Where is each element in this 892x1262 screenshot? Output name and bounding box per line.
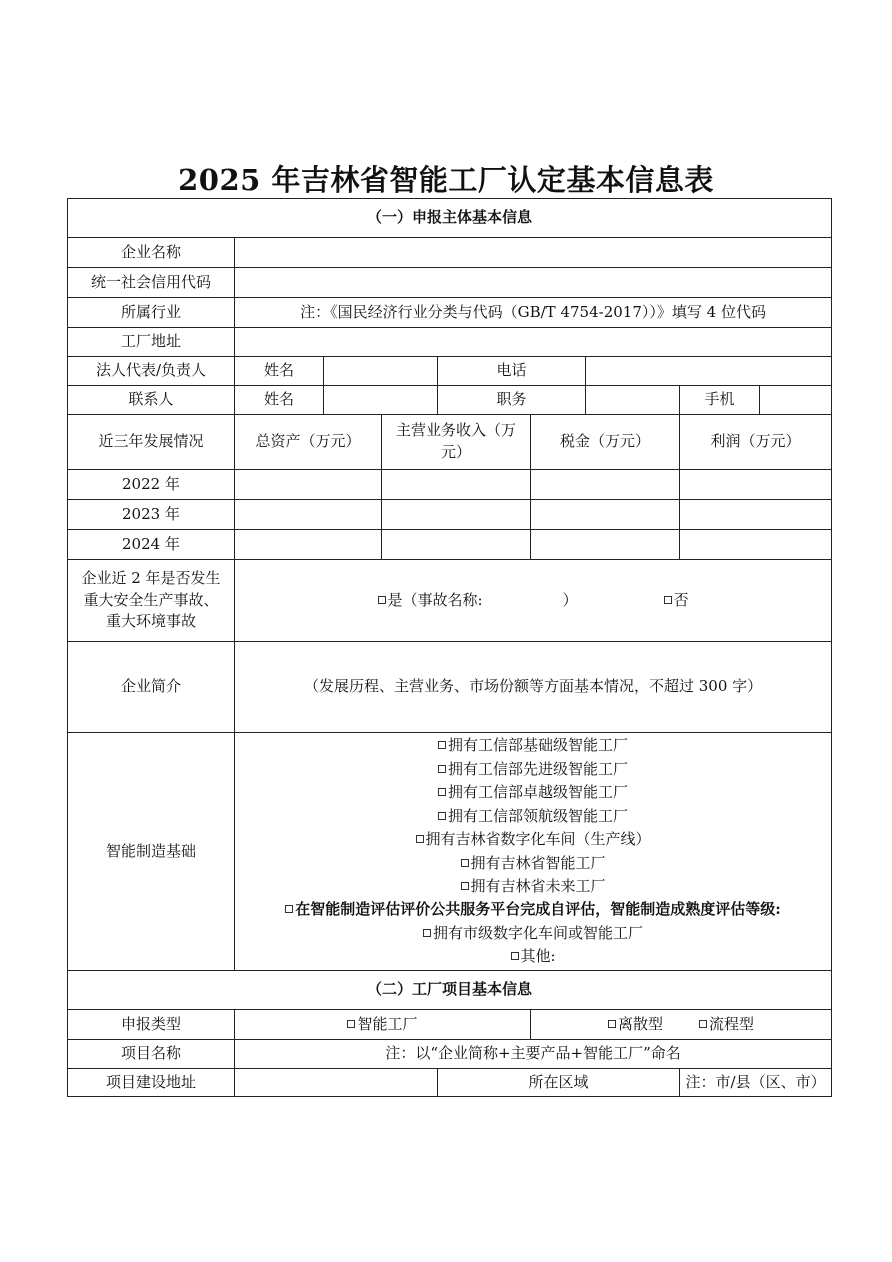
field-region[interactable]: 注：市/县（区、市） — [680, 1069, 832, 1097]
field-profit-2022[interactable] — [680, 470, 832, 500]
accident-yes-checkbox[interactable] — [378, 596, 386, 604]
field-assets-2023[interactable] — [235, 500, 382, 530]
smart-factory-label: 智能工厂 — [357, 1014, 418, 1033]
basis-option-label: 拥有工信部领航级智能工厂 — [448, 806, 629, 825]
header-profit: 利润（万元） — [680, 415, 832, 470]
label-smart-manufacturing-basis: 智能制造基础 — [68, 733, 235, 971]
field-company-profile[interactable]: （发展历程、主营业务、市场份额等方面基本情况，不超过 300 字） — [235, 642, 832, 733]
basis-options — [235, 733, 832, 971]
basis-option — [239, 758, 827, 781]
field-profit-2023[interactable] — [680, 500, 832, 530]
field-assets-2024[interactable] — [235, 530, 382, 560]
field-revenue-2022[interactable] — [382, 470, 531, 500]
basis-option-checkbox[interactable] — [438, 765, 446, 773]
header-tax: 税金（万元） — [531, 415, 680, 470]
basis-option — [239, 781, 827, 804]
field-company-name[interactable] — [235, 238, 832, 268]
label-project-site: 项目建设地址 — [68, 1069, 235, 1097]
label-year-2023: 2023 年 — [68, 500, 235, 530]
header-main-revenue: 主营业务收入（万元） — [382, 415, 531, 470]
field-tax-2024[interactable] — [531, 530, 680, 560]
label-development: 近三年发展情况 — [68, 415, 235, 470]
field-legal-name[interactable] — [324, 357, 438, 386]
basis-option-checkbox[interactable] — [438, 741, 446, 749]
basis-option-checkbox[interactable] — [461, 859, 469, 867]
field-contact-name[interactable] — [324, 386, 438, 415]
discrete-checkbox[interactable] — [608, 1020, 616, 1028]
label-year-2022: 2022 年 — [68, 470, 235, 500]
basis-option — [239, 734, 827, 757]
label-credit-code: 统一社会信用代码 — [68, 268, 235, 298]
field-profit-2024[interactable] — [680, 530, 832, 560]
basis-option — [239, 828, 827, 851]
field-assets-2022[interactable] — [235, 470, 382, 500]
field-industry-note[interactable]: 注：《国民经济行业分类与代码（GB/T 4754-2017））》填写 4 位代码 — [235, 298, 832, 328]
label-legal-phone: 电话 — [438, 357, 586, 386]
field-revenue-2023[interactable] — [382, 500, 531, 530]
basis-option — [239, 875, 827, 898]
accident-label-line-1: 企业近 2 年是否发生 — [81, 568, 221, 587]
field-factory-address[interactable] — [235, 328, 832, 357]
basis-option — [239, 945, 827, 968]
field-revenue-2024[interactable] — [382, 530, 531, 560]
label-year-2024: 2024 年 — [68, 530, 235, 560]
basis-option-label: 拥有工信部卓越级智能工厂 — [448, 783, 629, 802]
basis-option-checkbox[interactable] — [438, 788, 446, 796]
basis-option-label: 在智能制造评估评价公共服务平台完成自评估，智能制造成熟度评估等级: — [295, 900, 781, 919]
field-credit-code[interactable] — [235, 268, 832, 298]
basis-option — [239, 805, 827, 828]
label-contact-name: 姓名 — [235, 386, 324, 415]
field-tax-2022[interactable] — [531, 470, 680, 500]
basis-option-label: 拥有工信部基础级智能工厂 — [448, 736, 629, 755]
info-form-table — [67, 198, 832, 1097]
header-total-assets: 总资产（万元） — [235, 415, 382, 470]
label-industry: 所属行业 — [68, 298, 235, 328]
basis-option — [239, 922, 827, 945]
smart-factory-checkbox[interactable] — [347, 1020, 355, 1028]
basis-option-label: 拥有工信部先进级智能工厂 — [448, 759, 629, 778]
field-contact-mobile[interactable] — [760, 386, 832, 415]
field-tax-2023[interactable] — [531, 500, 680, 530]
label-legal-rep: 法人代表/负责人 — [68, 357, 235, 386]
field-legal-phone[interactable] — [586, 357, 832, 386]
label-region: 所在区域 — [438, 1069, 680, 1097]
label-project-name: 项目名称 — [68, 1040, 235, 1069]
type-smart-factory — [235, 1010, 531, 1040]
section-header-applicant: （一）申报主体基本信息 — [68, 199, 832, 238]
accident-yes-label: 是（事故名称: — [387, 590, 483, 609]
basis-option — [239, 852, 827, 875]
process-label: 流程型 — [709, 1014, 755, 1033]
basis-option-list — [239, 734, 827, 968]
label-company-profile: 企业简介 — [68, 642, 235, 733]
section-header-project: （二）工厂项目基本信息 — [68, 971, 832, 1010]
basis-option-label: 拥有吉林省未来工厂 — [470, 876, 606, 895]
page-title: 2025 年吉林省智能工厂认定基本信息表 — [178, 163, 714, 197]
label-accident — [68, 560, 235, 642]
basis-option-checkbox[interactable] — [416, 835, 424, 843]
field-project-name[interactable]: 注：以“企业简称+主要产品+智能工厂”命名 — [235, 1040, 832, 1069]
basis-option-checkbox[interactable] — [438, 812, 446, 820]
basis-option-label: 拥有市级数字化车间或智能工厂 — [433, 923, 644, 942]
label-company-name: 企业名称 — [68, 238, 235, 268]
basis-option-checkbox[interactable] — [461, 882, 469, 890]
process-checkbox[interactable] — [699, 1020, 707, 1028]
basis-option-label: 拥有吉林省智能工厂 — [470, 853, 606, 872]
field-project-site[interactable] — [235, 1069, 438, 1097]
accident-label-line-2: 重大安全生产事故、 — [83, 590, 219, 609]
type-discrete-process — [531, 1010, 832, 1040]
accident-options — [235, 560, 832, 642]
label-contact: 联系人 — [68, 386, 235, 415]
basis-option-label: 其他: — [520, 947, 556, 966]
basis-option — [239, 898, 827, 921]
label-legal-name: 姓名 — [235, 357, 324, 386]
basis-option-label: 拥有吉林省数字化车间（生产线） — [425, 830, 651, 849]
accident-label-line-3: 重大环境事故 — [105, 612, 196, 631]
basis-option-checkbox[interactable] — [285, 905, 293, 913]
basis-option-checkbox[interactable] — [423, 929, 431, 937]
label-factory-address: 工厂地址 — [68, 328, 235, 357]
accident-yes-close: ） — [562, 590, 578, 609]
label-contact-position: 职务 — [438, 386, 586, 415]
basis-option-checkbox[interactable] — [511, 952, 519, 960]
accident-no-checkbox[interactable] — [664, 596, 672, 604]
label-contact-mobile: 手机 — [680, 386, 760, 415]
label-application-type: 申报类型 — [68, 1010, 235, 1040]
discrete-label: 离散型 — [618, 1014, 664, 1033]
field-contact-position[interactable] — [586, 386, 680, 415]
accident-no-label: 否 — [673, 590, 689, 609]
